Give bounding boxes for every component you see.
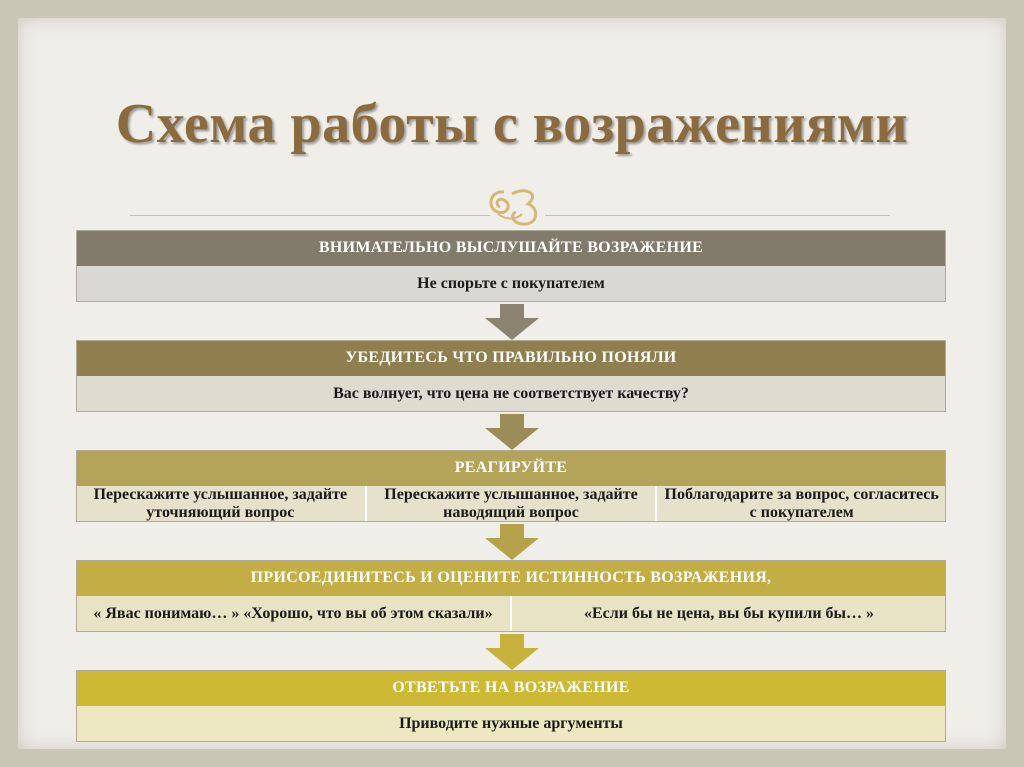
down-arrow-3 [483,524,541,560]
script-flourish-icon [482,180,552,232]
step-2-header: УБЕДИТЕСЬ ЧТО ПРАВИЛЬНО ПОНЯЛИ [76,340,946,376]
down-arrow-2 [483,414,541,450]
step-5-header: ОТВЕТЬТЕ НА ВОЗРАЖЕНИЕ [76,670,946,706]
step-4-body [76,596,946,632]
step-4-cell-1: « Явас понимаю… » «Хорошо, что вы об этом сказали» [93,605,493,622]
step-3-cell-1: Перескажите услышанное, задайте уточняющий вопрос [93,486,348,521]
ornament-line-left [130,215,490,216]
step-3-cell-3: Поблагодарите за вопрос, согласитесь с покупателем [655,486,946,522]
step-1-body [76,266,946,302]
step-5-cell-1: Приводите нужные аргументы [399,715,623,732]
step-1-header: ВНИМАТЕЛЬНО ВЫСЛУШАЙТЕ ВОЗРАЖЕНИЕ [76,230,946,266]
step-2-body [76,376,946,412]
step-2-cell-1: Вас волнует, что цена не соответствует качеству? [333,385,689,402]
step-1-cell-1: Не спорьте с покупателем [417,275,605,292]
step-3-body [76,486,946,522]
down-arrow-4 [483,634,541,670]
down-arrow-1 [483,304,541,340]
step-4-cell-2: «Если бы не цена, вы бы купили бы… » [510,596,946,632]
ornament-line-right [545,215,890,216]
slide-title: Схема работы с возражениями [115,93,909,155]
step-5-body [76,706,946,742]
step-3-cell-2: Перескажите услышанное, задайте наводящий вопрос [365,486,656,522]
step-4-header: ПРИСОЕДИНИТЕСЬ И ОЦЕНИТЕ ИСТИННОСТЬ ВОЗРАЖЕНИЯ, [76,560,946,596]
step-3-header: РЕАГИРУЙТЕ [76,450,946,486]
